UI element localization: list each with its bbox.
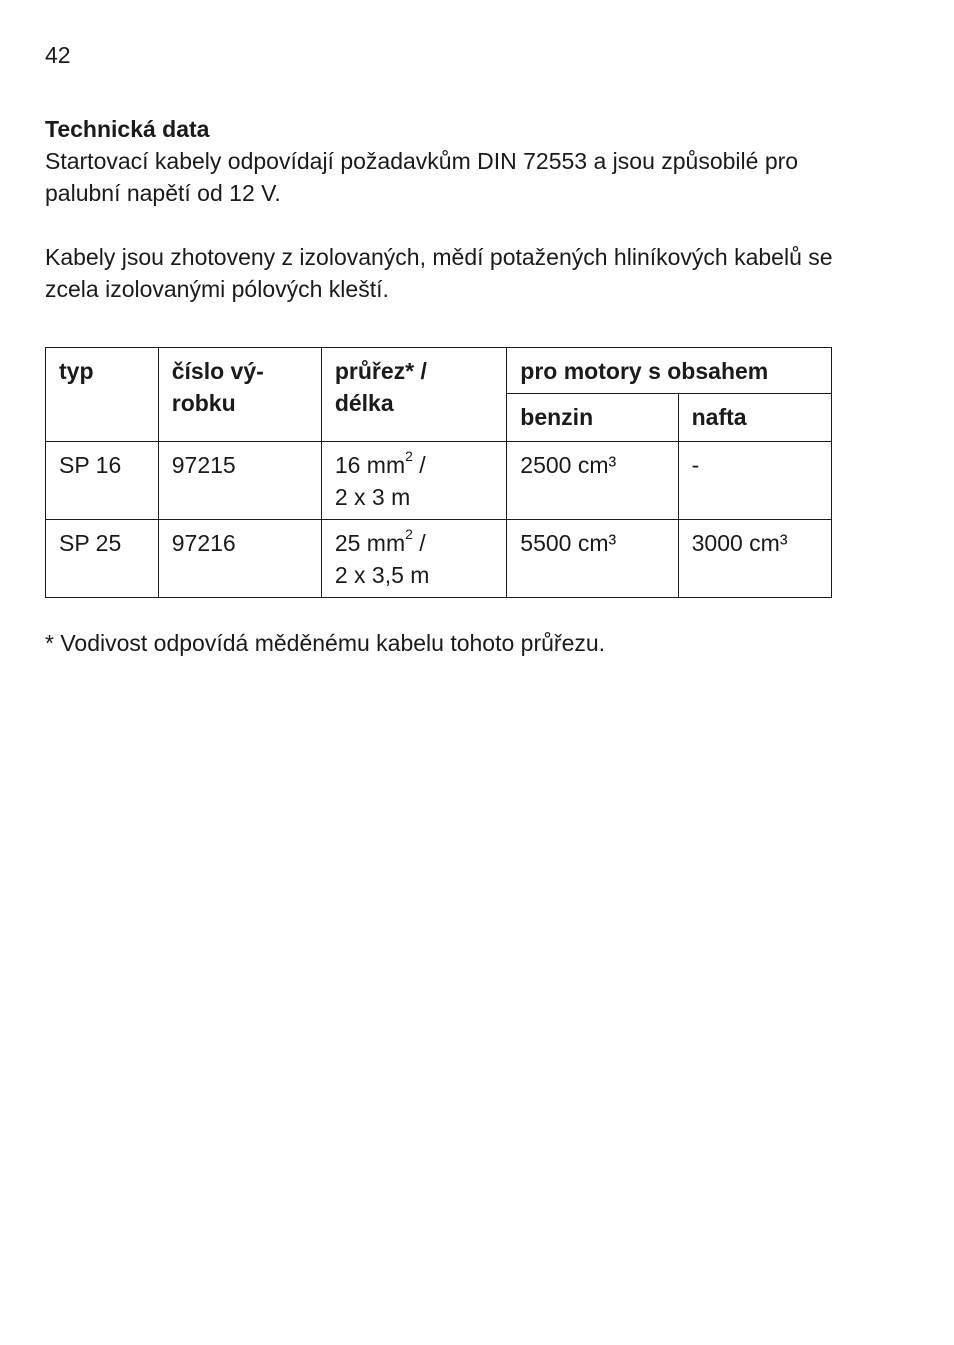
cable-length: 2 x 3 m (334, 484, 411, 510)
specifications-table (45, 347, 832, 598)
header-cross-section (321, 348, 506, 442)
cell-diesel: 3000 cm³ (678, 520, 831, 598)
table-row (46, 520, 832, 598)
technical-data-section (45, 113, 845, 305)
header-engines: pro motory s obsahem (507, 348, 832, 394)
cell-part-number: 97215 (158, 442, 321, 520)
cross-section-separator: / (412, 530, 426, 556)
section-heading: Technická data (45, 116, 210, 142)
cross-section-value: 25 mm (334, 530, 406, 556)
cell-typ: SP 16 (46, 442, 159, 520)
header-diesel: nafta (678, 394, 831, 442)
header-part-number (158, 348, 321, 442)
cross-section-value: 16 mm (334, 452, 406, 478)
paragraph-construction: Kabely jsou zhotoveny z izolovaných, mědí potažených hliníkových kabelů se zcela izolovanými pólových kleští. (45, 244, 833, 302)
footnote: * Vodivost odpovídá měděnému kabelu tohoto průřezu. (45, 630, 606, 656)
table-row (46, 442, 832, 520)
cell-petrol: 2500 cm³ (507, 442, 678, 520)
header-petrol: benzin (507, 394, 678, 442)
cell-cross-section (321, 520, 506, 598)
cross-section-exponent: 2 (405, 526, 413, 543)
paragraph-standards: Startovací kabely odpovídají požadavkům DIN 72553 a jsou způsobilé pro palubní napětí od 12 V. (45, 148, 799, 206)
cable-length: 2 x 3,5 m (334, 562, 430, 588)
header-typ: typ (46, 348, 159, 442)
cell-typ: SP 25 (46, 520, 159, 598)
header-part-number-label: číslo vý- robku (171, 358, 264, 416)
cross-section-separator: / (412, 452, 426, 478)
cell-diesel: - (678, 442, 831, 520)
cross-section-exponent: 2 (405, 448, 413, 465)
cell-part-number: 97216 (158, 520, 321, 598)
table-header-row (46, 348, 832, 394)
page-number: 42 (45, 42, 71, 68)
cell-cross-section (321, 442, 506, 520)
header-cross-section-label: průřez* / délka (334, 358, 427, 416)
cell-petrol: 5500 cm³ (507, 520, 678, 598)
